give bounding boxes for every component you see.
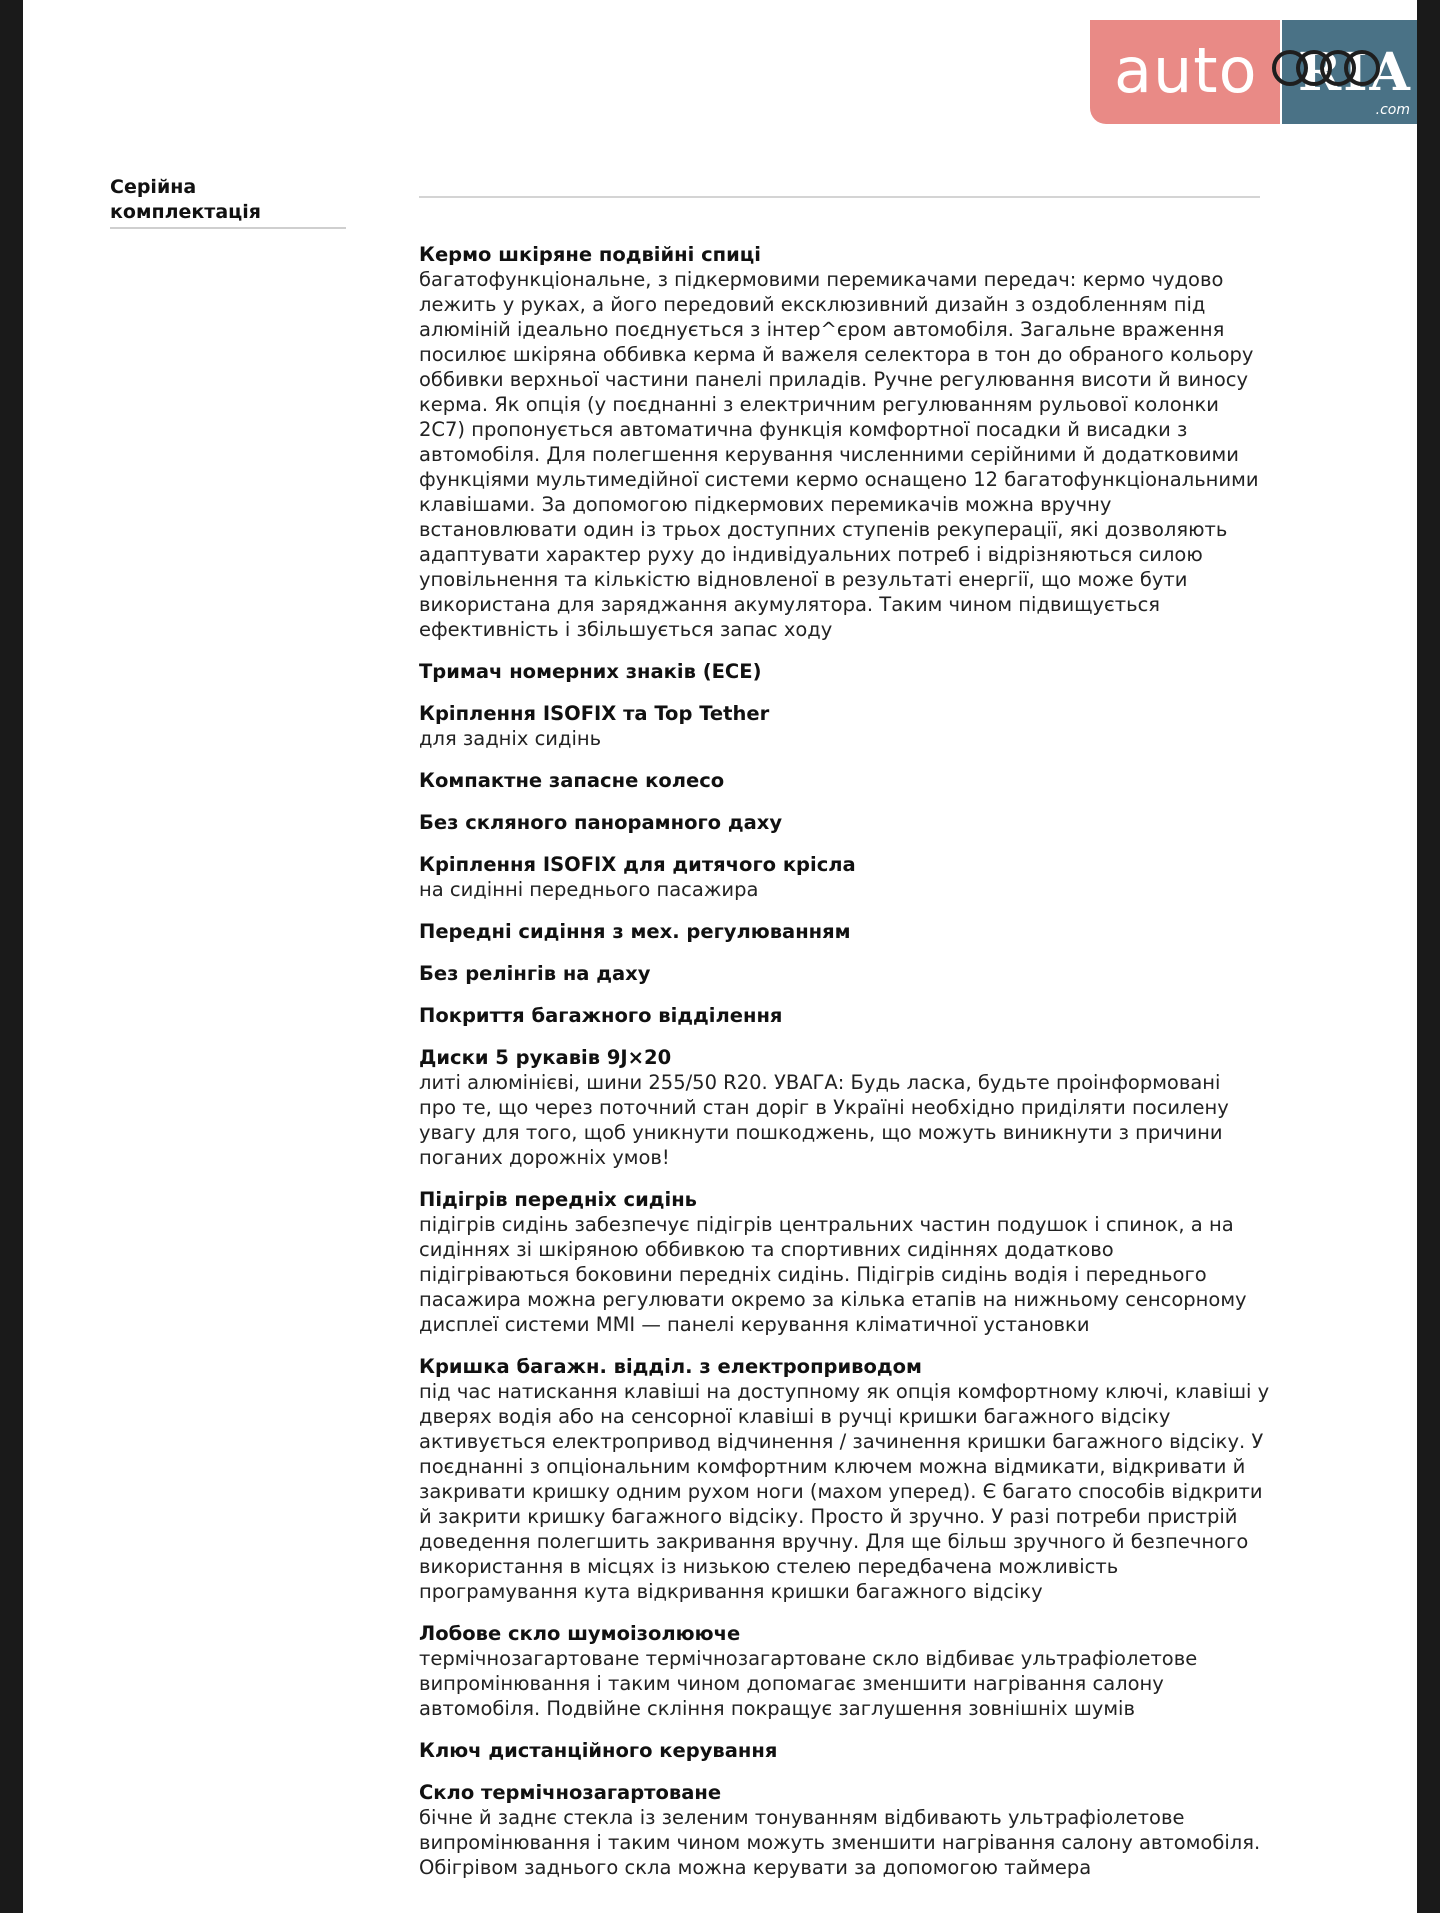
four-rings-icon — [1270, 48, 1382, 88]
description-line: програмування кута відкривання кришки багажного відсіку — [419, 1580, 1043, 1603]
description-line: посилює шкіряна оббивка керма й важеля селектора в тон до обраного кольору — [419, 343, 1254, 366]
equipment-item-title: Кришка багажн. відділ. з електроприводом — [419, 1355, 922, 1378]
equipment-item-title: Без скляного панорамного даху — [419, 811, 783, 834]
divider — [419, 196, 1260, 198]
equipment-item-description — [419, 1070, 1269, 1170]
description-line: закривати кришку одним рухом ноги (махом уперед). Є багато способів відкрити — [419, 1480, 1263, 1503]
description-line: поганих дорожніх умов! — [419, 1146, 670, 1169]
equipment-item-title: Тримач номерних знаків (ЕСЕ) — [419, 660, 762, 683]
description-line: під час натискання клавіші на доступному як опція комфортному ключі, клавіші у — [419, 1380, 1270, 1403]
description-line: автомобіля. Подвійне скління покращує заглушення зовнішніх шумів — [419, 1697, 1135, 1720]
equipment-item — [419, 810, 1269, 835]
equipment-item — [419, 1780, 1269, 1880]
equipment-item-title: Кермо шкіряне подвійні спиці — [419, 243, 761, 266]
description-line: використання в місцях із низькою стелею передбачена можливість — [419, 1555, 1119, 1578]
description-line: термічнозагартоване термічнозагартоване скло відбиває ультрафіолетове — [419, 1647, 1198, 1670]
description-line: клавішами. За допомогою підкермових перемикачів можна вручну — [419, 493, 1112, 516]
equipment-item — [419, 919, 1269, 944]
description-line: підігріваються боковини передніх сидінь. Підігрів сидінь водія і переднього — [419, 1263, 1207, 1286]
description-line: увагу для того, щоб уникнути пошкоджень, що можуть виникнути з причини — [419, 1121, 1223, 1144]
equipment-item-title: Кріплення ISOFIX та Top Tether — [419, 702, 770, 725]
equipment-item-description — [419, 1646, 1269, 1721]
equipment-item-title: Передні сидіння з мех. регулюванням — [419, 920, 851, 943]
description-line: пасажира можна регулювати окремо за кілька етапів на нижньому сенсорному — [419, 1288, 1247, 1311]
description-line: Обігрівом заднього скла можна керувати за допомогою таймера — [419, 1856, 1092, 1879]
equipment-item-description — [419, 726, 1269, 751]
description-line: бічне й заднє стекла із зеленим тонуванням відбивають ультрафіолетове — [419, 1806, 1185, 1829]
equipment-item-description — [419, 877, 1269, 902]
equipment-item-title: Компактне запасне колесо — [419, 769, 725, 792]
equipment-item-title: Кріплення ISOFIX для дитячого крісла — [419, 853, 856, 876]
equipment-item-title: Скло термічнозагартоване — [419, 1781, 722, 1804]
section-title-line: комплектація — [110, 201, 261, 223]
description-line: адаптувати характер руху до індивідуальних потреб і відрізняються силою — [419, 543, 1203, 566]
description-line: використана для заряджання акумулятора. Таким чином підвищується — [419, 593, 1161, 616]
description-line: й закрити кришку багажного відсіку. Просто й зручно. У разі потреби пристрій — [419, 1505, 1238, 1528]
equipment-item-description — [419, 1379, 1269, 1604]
logo-auto-block — [1090, 20, 1280, 124]
logo-auto-text: auto — [1114, 34, 1258, 107]
description-line: сидіннях зі шкіряною оббивкою та спортивних сидіннях додатково — [419, 1238, 1114, 1261]
description-line: ефективність і збільшується запас ходу — [419, 618, 833, 641]
section-title-line: Серійна — [110, 176, 197, 198]
description-line: про те, що через поточний стан доріг в Україні необхідно приділяти посилену — [419, 1096, 1229, 1119]
description-line: поєднанні з опціональним комфортним ключем можна відмикати, відкривати й — [419, 1455, 1246, 1478]
description-line: активується електропривод відчинення / зачинення кришки багажного відсіку. У — [419, 1430, 1264, 1453]
description-line: оббивки верхньої частини панелі приладів. Ручне регулювання висоти й виносу — [419, 368, 1249, 391]
description-line: алюміній ідеально поєднується з інтер^єром автомобіля. Загальне враження — [419, 318, 1225, 341]
equipment-item-description — [419, 1212, 1269, 1337]
equipment-item — [419, 1738, 1269, 1763]
description-line: встановлювати один із трьох доступних ступенів рекуперації, які дозволяють — [419, 518, 1228, 541]
description-line: дисплеї системи MMI — панелі керування кліматичної установки — [419, 1313, 1090, 1336]
equipment-item-title: Без релінгів на даху — [419, 962, 651, 985]
description-line: багатофункціональне, з підкермовими перемикачами передач: кермо чудово — [419, 268, 1224, 291]
equipment-item-title: Підігрів передніх сидінь — [419, 1188, 698, 1211]
autoria-logo[interactable] — [1090, 20, 1417, 124]
equipment-item — [419, 961, 1269, 986]
equipment-item — [419, 701, 1269, 751]
equipment-item — [419, 1003, 1269, 1028]
description-line: дверях водія або на сенсорної клавіші в ручці кришки багажного відсіку — [419, 1405, 1171, 1428]
logo-ria-text: RIA — [1298, 42, 1412, 103]
equipment-list — [419, 242, 1269, 1897]
equipment-item — [419, 1621, 1269, 1721]
equipment-item — [419, 659, 1269, 684]
equipment-item — [419, 768, 1269, 793]
description-line: функціями мультимедійної системи кермо оснащено 12 багатофункціональними — [419, 468, 1259, 491]
description-line: уповільнення та кількістю відновленої в результаті енергії, що може бути — [419, 568, 1188, 591]
equipment-item — [419, 1187, 1269, 1337]
equipment-item-title: Диски 5 рукавів 9J×20 — [419, 1046, 672, 1069]
equipment-item-description — [419, 1805, 1269, 1880]
equipment-item — [419, 242, 1269, 642]
equipment-item-title: Покриття багажного відділення — [419, 1004, 783, 1027]
equipment-item — [419, 1354, 1269, 1604]
equipment-item-title: Лобове скло шумоізолююче — [419, 1622, 741, 1645]
description-line: лежить у руках, а його передовий ексклюзивний дизайн з оздобленням під — [419, 293, 1206, 316]
section-title — [110, 175, 346, 229]
description-line: автомобіля. Для полегшення керування численними серійними й додатковими — [419, 443, 1239, 466]
description-line: литі алюмінієві, шини 255/50 R20. УВАГА: Будь ласка, будьте проінформовані — [419, 1071, 1221, 1094]
description-line: доведення полегшить закривання вручну. Для ще більш зручного й безпечного — [419, 1530, 1249, 1553]
description-line: випромінювання і таким чином допомагає зменшити нагрівання салону — [419, 1672, 1164, 1695]
description-line: на сидінні переднього пасажира — [419, 878, 759, 901]
description-line: підігрів сидінь забезпечує підігрів центральних частин подушок і спинок, а на — [419, 1213, 1234, 1236]
description-line: випромінювання і таким чином можуть зменшити нагрівання салону автомобіля. — [419, 1831, 1261, 1854]
document-page — [23, 0, 1417, 1913]
equipment-item-title: Ключ дистанційного керування — [419, 1739, 778, 1762]
description-line: для задніх сидінь — [419, 727, 602, 750]
equipment-item — [419, 1045, 1269, 1170]
logo-com-text: .com — [1375, 102, 1410, 118]
description-line: керма. Як опція (у поєднанні з електричним регулюванням рульової колонки — [419, 393, 1219, 416]
description-line: 2C7) пропонується автоматична функція комфортної посадки й висадки з — [419, 418, 1188, 441]
equipment-item-description — [419, 267, 1269, 642]
equipment-item — [419, 852, 1269, 902]
